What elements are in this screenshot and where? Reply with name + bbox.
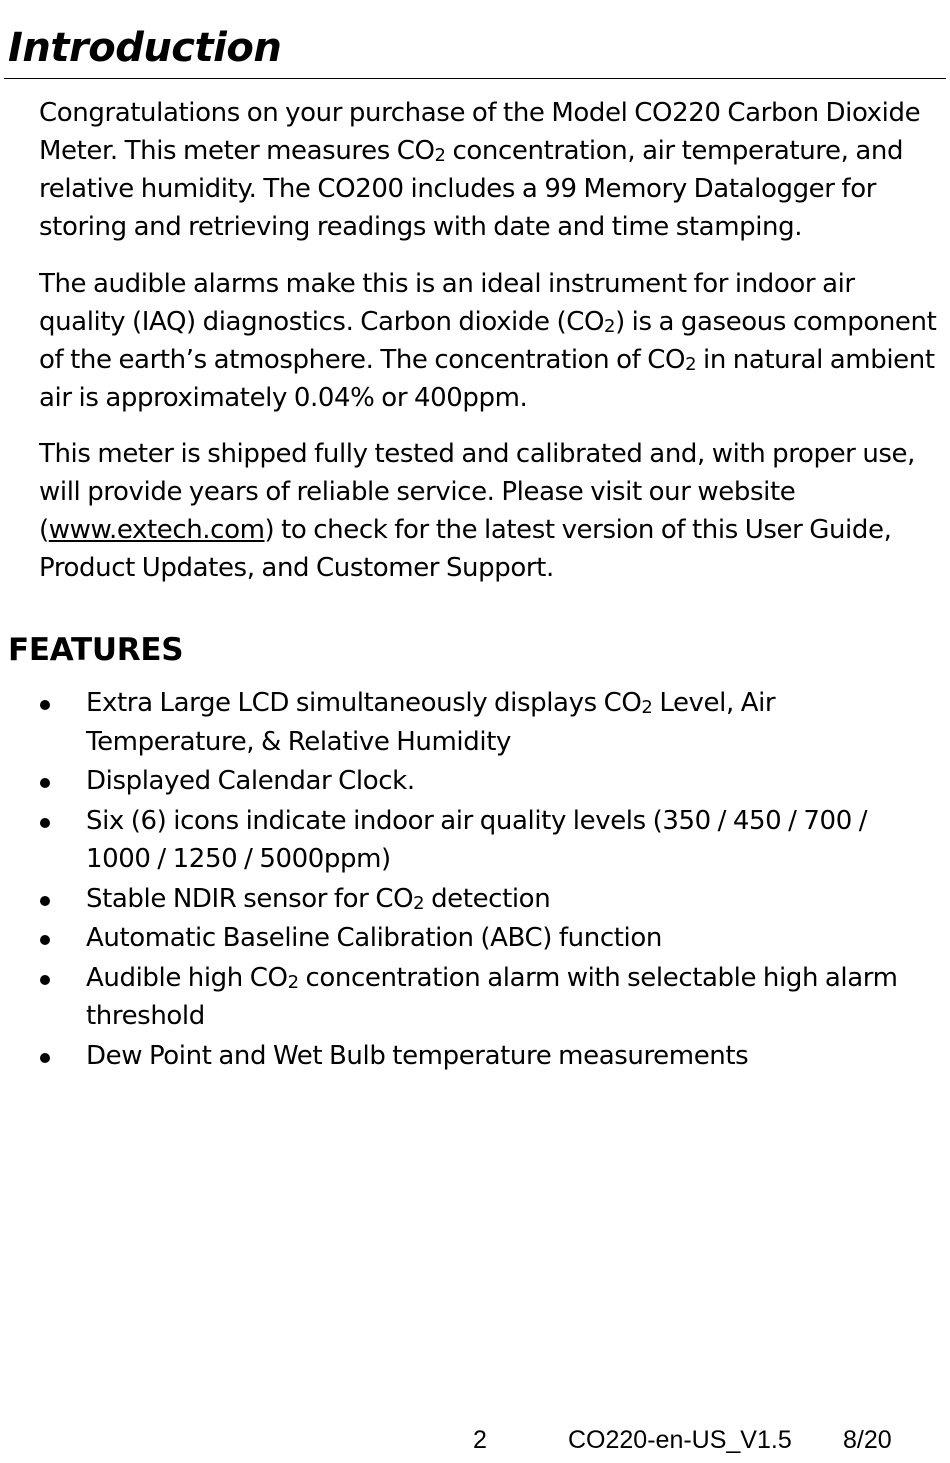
text: The audible alarms make this is an ideal instrument for indoor air quality (IAQ) diagnostics. Carbon dioxide (CO (39, 269, 855, 337)
feature-text (86, 880, 936, 919)
text: This meter is shipped fully tested and calibrated and, with proper use, will provide years of reliable service. Please visit our website ( (39, 439, 916, 545)
subscript: 2 (685, 354, 697, 375)
intro-paragraph-3 (39, 435, 944, 587)
text: concentration alarm with selectable high alarm threshold (86, 962, 898, 1031)
features-heading: FEATURES (8, 632, 184, 668)
bullet-icon (40, 975, 50, 985)
feature-text (86, 1037, 936, 1076)
bullet-icon (40, 778, 50, 788)
text: ) to check for the latest version of this User Guide, Product Updates, and Customer Support. (39, 515, 892, 583)
text: detection (424, 883, 551, 914)
feature-text (86, 919, 936, 958)
intro-paragraph-1 (39, 94, 944, 246)
document-id: CO220-en-US_V1.5 (568, 1426, 792, 1454)
text: Automatic Baseline Calibration (ABC) function (86, 923, 662, 953)
bullet-icon (40, 935, 50, 945)
page-number: 2 (473, 1426, 487, 1454)
text: Congratulations on your purchase of the Model CO220 Carbon Dioxide Meter. This meter measures CO (39, 98, 921, 166)
website-link[interactable]: www.extech.com (48, 515, 265, 545)
text: Six (6) icons indicate indoor air quality levels (350 / 450 / 700 / 1000 / 1250 / 5000ppm) (86, 805, 868, 874)
list-item (0, 762, 950, 801)
bullet-icon (40, 700, 50, 710)
text: Extra Large LCD simultaneously displays CO (86, 688, 642, 718)
page-title: Introduction (8, 25, 282, 71)
subscript: 2 (287, 971, 299, 993)
document-date: 8/20 (843, 1426, 892, 1454)
bullet-icon (40, 818, 50, 828)
bullet-icon (40, 896, 50, 906)
list-item (0, 684, 950, 761)
feature-text (86, 684, 936, 761)
title-divider (4, 78, 946, 79)
text: Audible high CO (86, 962, 288, 993)
text: Displayed Calendar Clock. (86, 766, 415, 796)
text: ) is a gaseous component of the earth’s atmosphere. The concentration of CO (39, 307, 937, 375)
feature-text (86, 762, 936, 801)
bullet-icon (40, 1053, 50, 1063)
list-item (0, 802, 950, 879)
text: Level, Air Temperature, & Relative Humidity (86, 688, 776, 757)
list-item (0, 919, 950, 958)
features-list (0, 684, 950, 1076)
text: concentration, air temperature, and relative humidity. The CO200 includes a 99 Memory Datalogger for storing and retrieving readings with date and time stamping. (39, 136, 904, 242)
text: in natural ambient air is approximately 0.04% or 400ppm. (39, 345, 935, 413)
feature-text (86, 959, 936, 1036)
subscript: 2 (413, 892, 425, 914)
list-item (0, 1037, 950, 1076)
text: Stable NDIR sensor for CO (86, 883, 414, 914)
list-item (0, 959, 950, 1036)
list-item (0, 880, 950, 919)
intro-paragraph-2 (39, 265, 944, 417)
feature-text (86, 802, 936, 879)
text: Dew Point and Wet Bulb temperature measurements (86, 1040, 749, 1071)
subscript: 2 (604, 316, 616, 337)
subscript: 2 (434, 145, 446, 166)
subscript: 2 (641, 697, 653, 718)
